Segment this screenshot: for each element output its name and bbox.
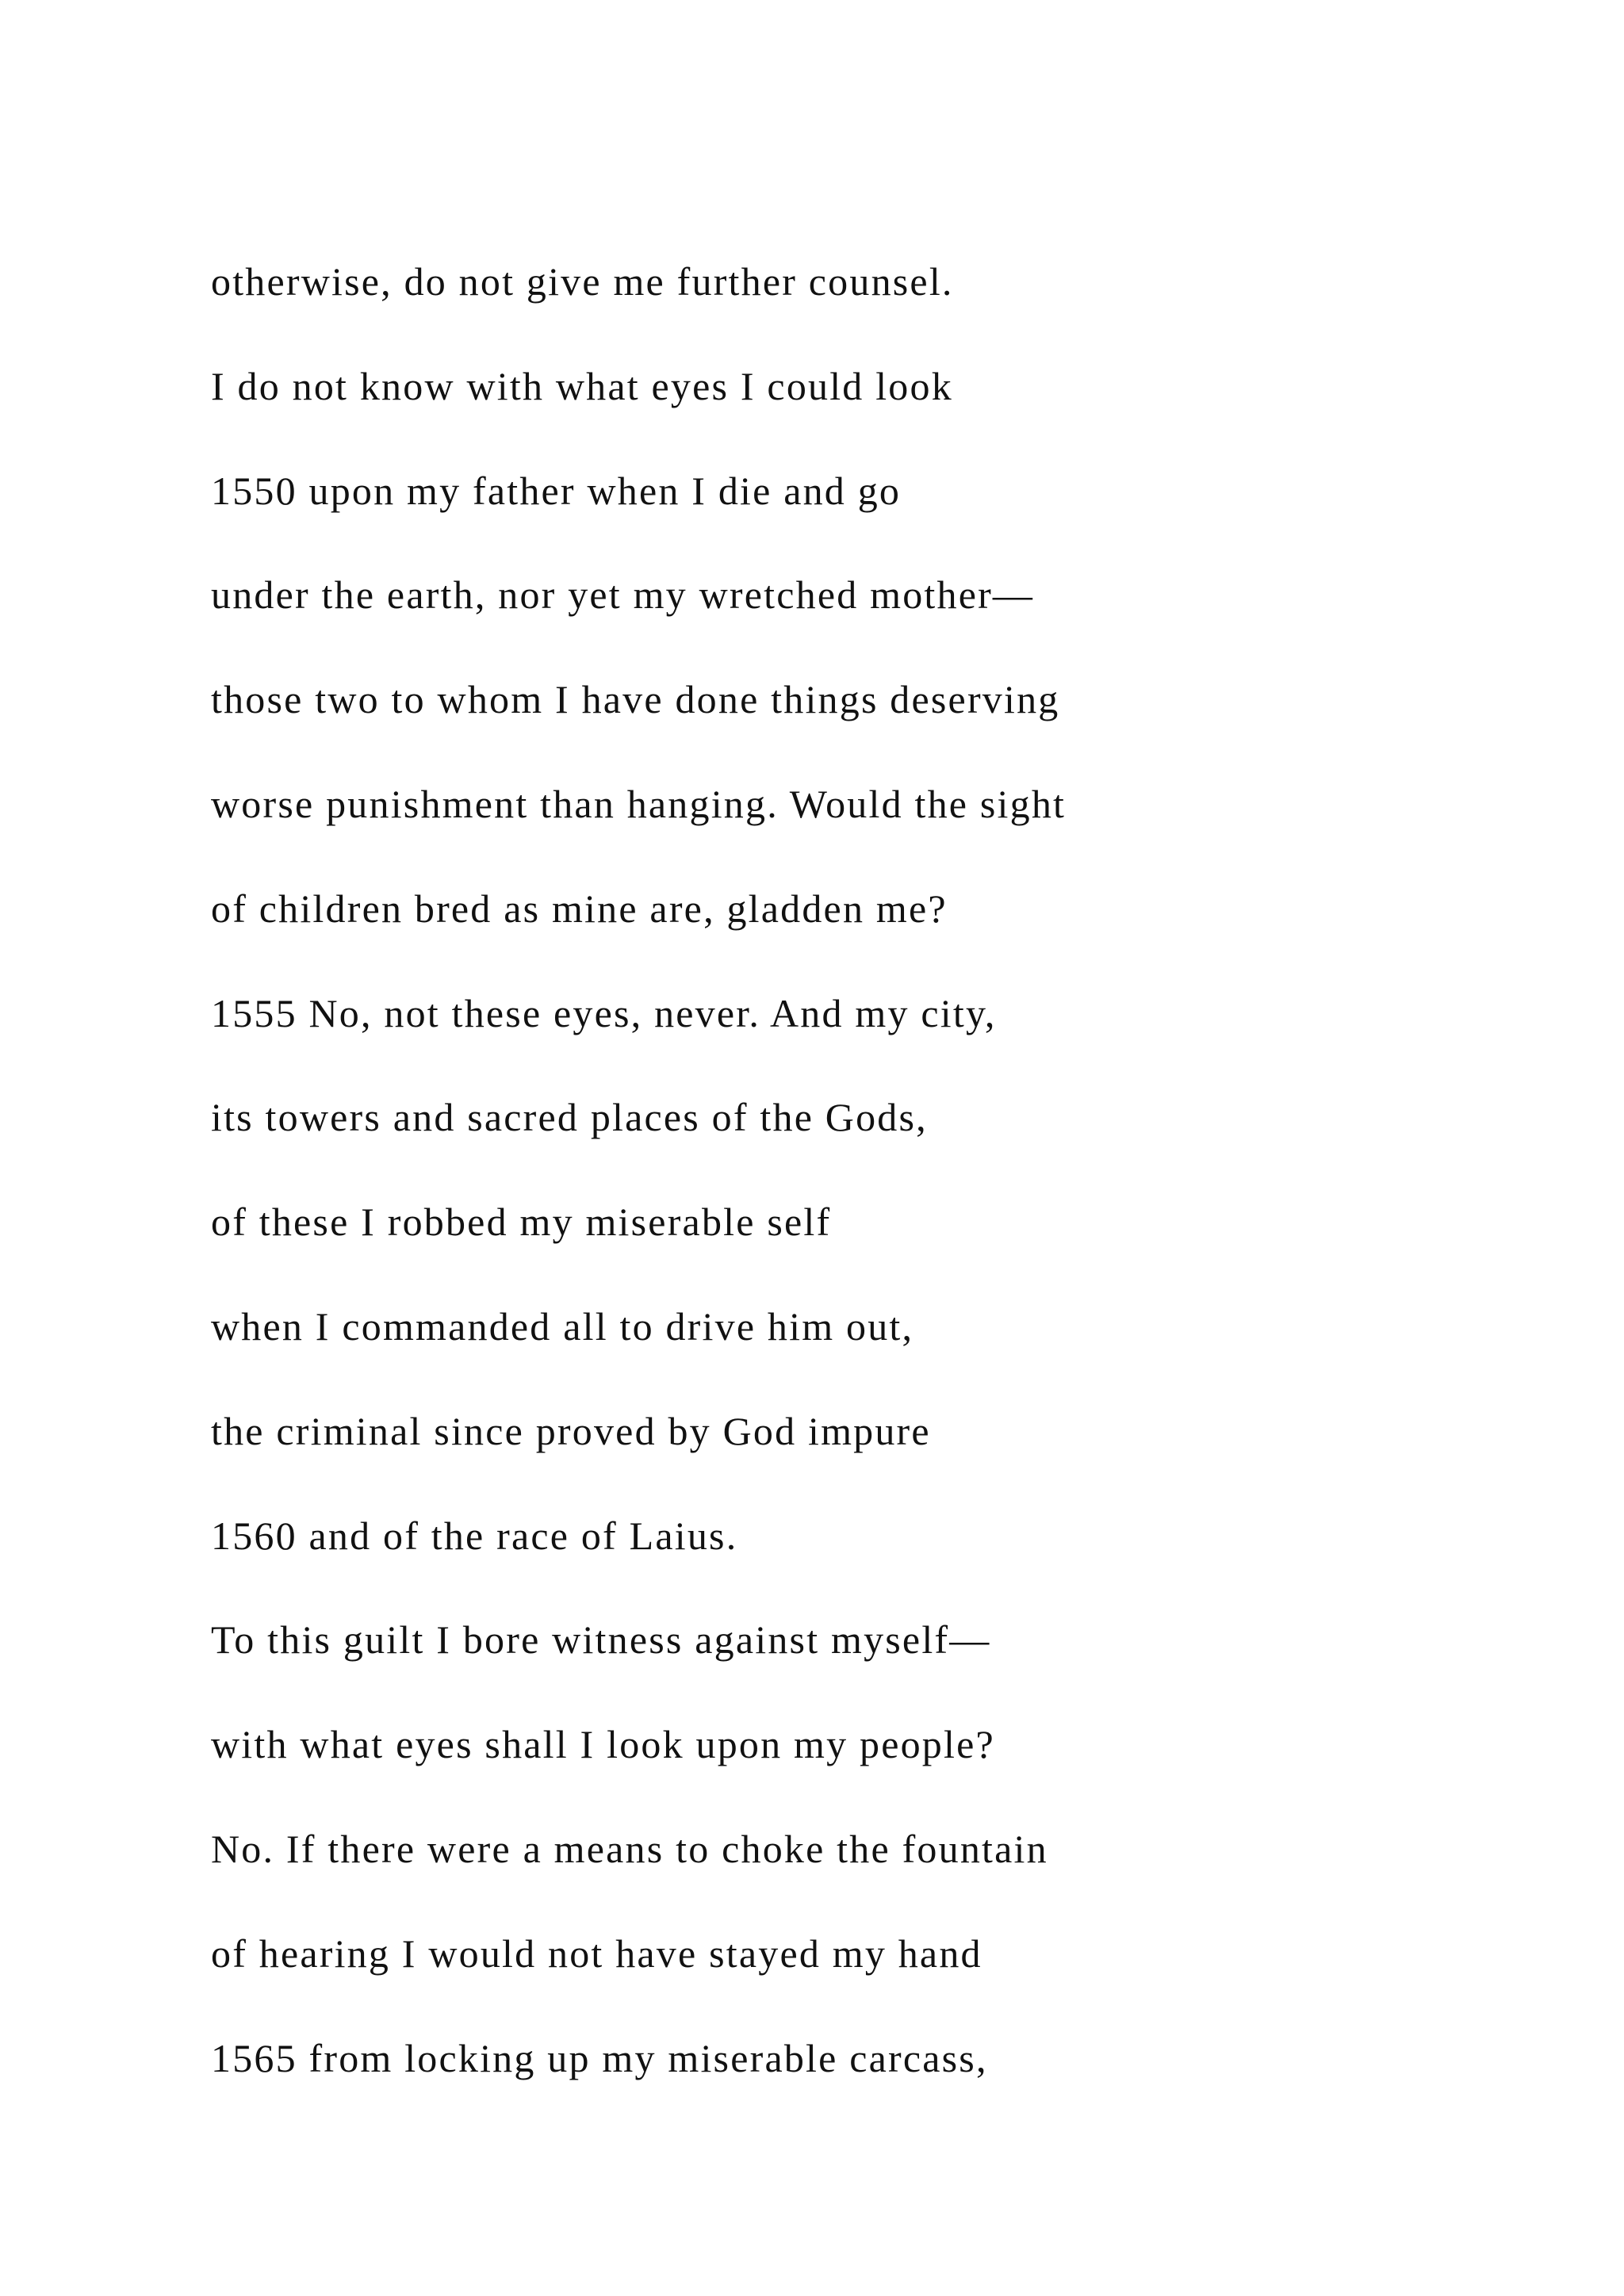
- text-line: those two to whom I have done things deserving: [211, 677, 1060, 722]
- text-line: 1565 from locking up my miserable carcass,: [211, 2035, 988, 2080]
- text-line: To this guilt I bore witness against myself—: [211, 1617, 991, 1663]
- text-line: otherwise, do not give me further counsel.: [211, 259, 954, 304]
- poem-text: [211, 230, 1559, 2110]
- text-line: of hearing I would not have stayed my hand: [211, 1931, 982, 1976]
- text-line: of these I robbed my miserable self: [211, 1200, 832, 1245]
- text-line: 1560 and of the race of Laius.: [211, 1513, 738, 1558]
- text-line: when I commanded all to drive him out,: [211, 1303, 914, 1349]
- text-line: its towers and sacred places of the Gods,: [211, 1095, 928, 1140]
- text-line: 1555 No, not these eyes, never. And my city,: [211, 990, 997, 1035]
- text-line: of children bred as mine are, gladden me?: [211, 886, 948, 931]
- text-line: No. If there were a means to choke the fountain: [211, 1826, 1048, 1871]
- text-line: with what eyes shall I look upon my people?: [211, 1722, 995, 1767]
- text-line: I do not know with what eyes I could look: [211, 363, 953, 408]
- text-line: worse punishment than hanging. Would the sight: [211, 781, 1067, 826]
- text-line: 1550 upon my father when I die and go: [211, 468, 902, 513]
- text-line: the criminal since proved by God impure: [211, 1408, 931, 1453]
- text-line: under the earth, nor yet my wretched mother—: [211, 572, 1035, 618]
